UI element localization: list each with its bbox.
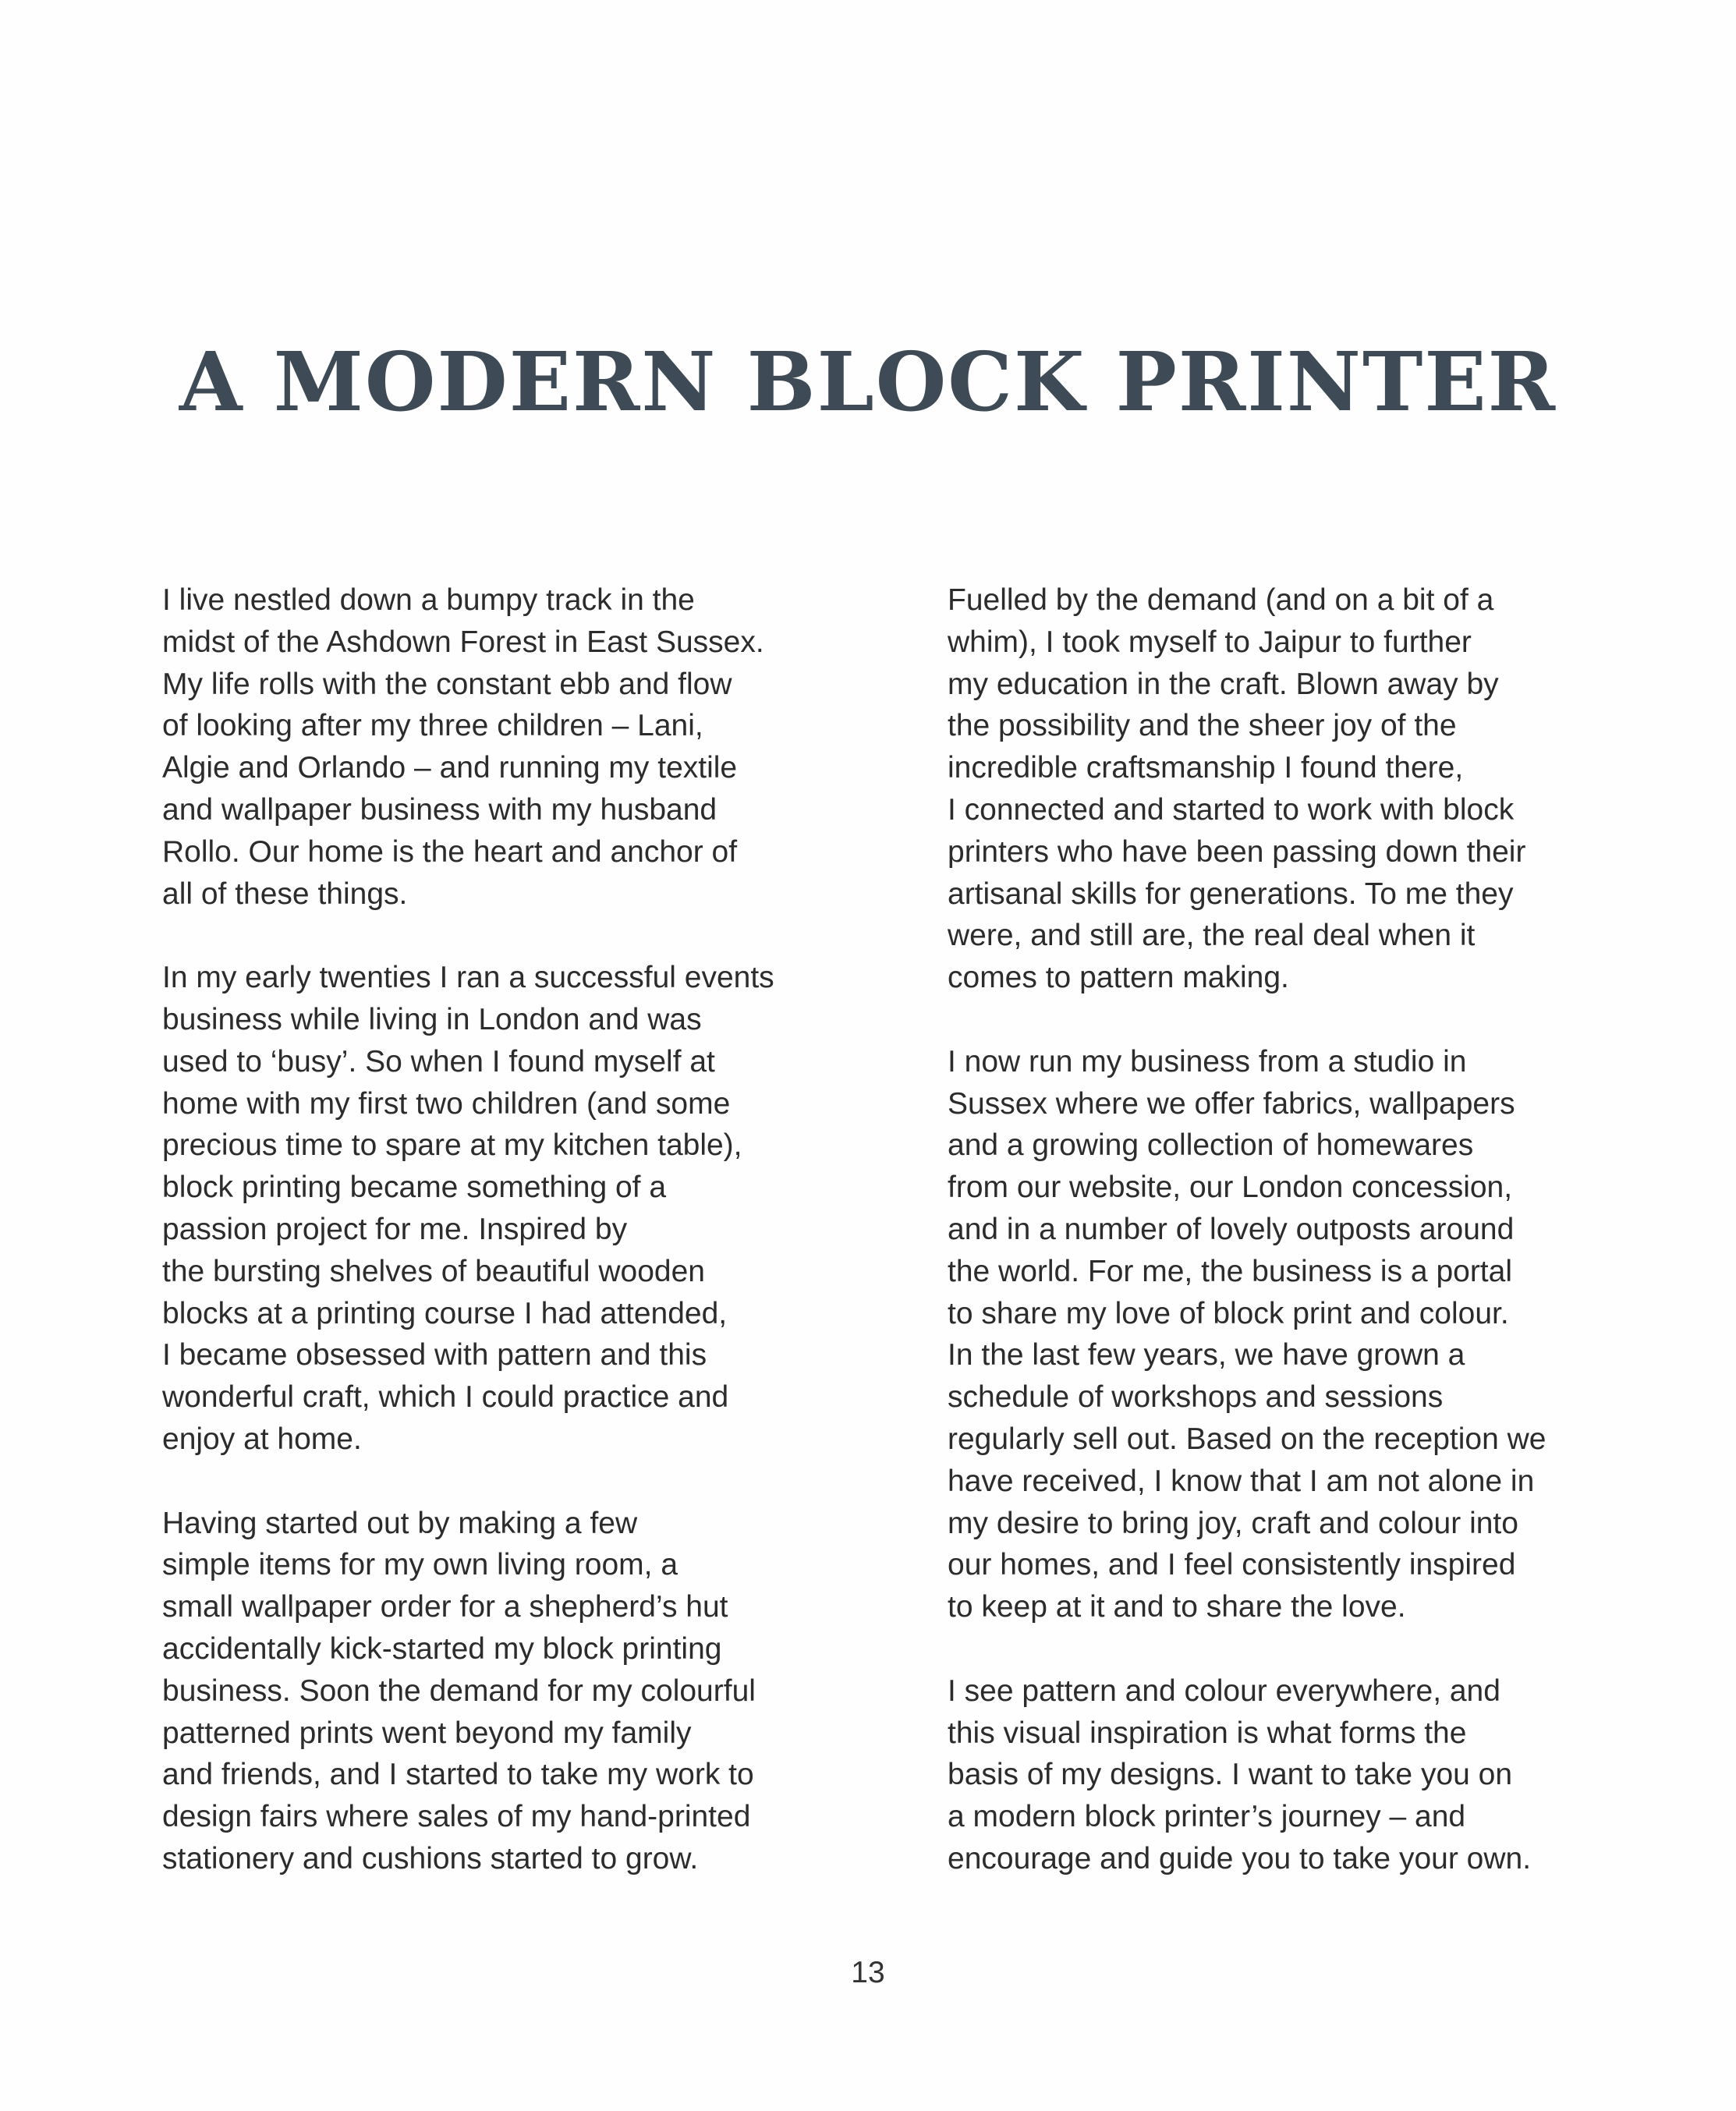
left-column [162, 579, 887, 1922]
text-line: I became obsessed with pattern and this [162, 1338, 707, 1373]
text-line: comes to pattern making. [948, 961, 1289, 995]
text-line: encourage and guide you to take your own. [948, 1841, 1532, 1875]
text-line: and friends, and I started to take my work to [162, 1758, 754, 1792]
text-line: and wallpaper business with my husband [162, 792, 717, 827]
text-line: Fuelled by the demand (and on a bit of a [948, 583, 1494, 617]
text-line: In my early twenties I ran a successful events [162, 961, 774, 995]
text-line: Algie and Orlando – and running my textile [162, 751, 738, 785]
text-line: design fairs where sales of my hand-printed [162, 1800, 751, 1834]
paragraph [162, 579, 887, 915]
page-title: A MODERN BLOCK PRINTER [179, 333, 1557, 430]
page-number: 13 [851, 1956, 885, 1989]
text-line: midst of the Ashdown Forest in East Sussex. [162, 625, 764, 659]
text-line: I connected and started to work with block [948, 792, 1515, 827]
text-line: precious time to spare at my kitchen table), [162, 1128, 742, 1163]
text-line: to keep at it and to share the love. [948, 1590, 1406, 1624]
paragraph [948, 579, 1673, 999]
text-line: printers who have been passing down their [948, 834, 1526, 869]
text-line: our homes, and I feel consistently inspired [948, 1548, 1516, 1582]
text-line: and in a number of lovely outposts around [948, 1212, 1515, 1246]
text-line: business while living in London and was [162, 1002, 702, 1036]
text-line: I see pattern and colour everywhere, and [948, 1674, 1500, 1708]
text-line: accidentally kick-started my block printing [162, 1631, 722, 1666]
text-line: enjoy at home. [162, 1422, 362, 1456]
text-line: all of these things. [162, 877, 408, 911]
text-line: the possibility and the sheer joy of the [948, 709, 1457, 743]
text-line: business. Soon the demand for my colourful [162, 1674, 756, 1708]
text-line: In the last few years, we have grown a [948, 1338, 1465, 1373]
text-line: used to ‘busy’. So when I found myself at [162, 1044, 715, 1079]
right-column [948, 579, 1673, 1922]
text-line: patterned prints went beyond my family [162, 1716, 692, 1750]
text-line: stationery and cushions started to grow. [162, 1841, 699, 1875]
text-line: my education in the craft. Blown away by [948, 667, 1499, 701]
paragraph [948, 1670, 1673, 1880]
text-line: block printing became something of a [162, 1171, 667, 1205]
text-line: have received, I know that I am not alone in [948, 1464, 1535, 1498]
text-line: passion project for me. Inspired by [162, 1212, 628, 1246]
text-line: home with my first two children (and some [162, 1086, 731, 1121]
text-line: from our website, our London concession, [948, 1171, 1513, 1205]
text-line: were, and still are, the real deal when it [948, 919, 1476, 953]
text-line: blocks at a printing course I had attended, [162, 1296, 728, 1330]
text-line: simple items for my own living room, a [162, 1548, 678, 1582]
paragraph [162, 957, 887, 1461]
text-line: to share my love of block print and colour. [948, 1296, 1509, 1330]
text-line: Sussex where we offer fabrics, wallpapers [948, 1086, 1515, 1121]
paragraph [948, 1041, 1673, 1628]
text-line: this visual inspiration is what forms the [948, 1716, 1467, 1750]
paragraph [162, 1503, 887, 1880]
text-line: schedule of workshops and sessions [948, 1380, 1444, 1415]
text-line: Having started out by making a few [162, 1506, 638, 1540]
text-line: basis of my designs. I want to take you on [948, 1758, 1513, 1792]
text-line: and a growing collection of homewares [948, 1128, 1474, 1163]
text-line: My life rolls with the constant ebb and flow [162, 667, 732, 701]
text-line: of looking after my three children – Lani, [162, 709, 703, 743]
text-line: wonderful craft, which I could practice and [162, 1380, 729, 1415]
text-line: my desire to bring joy, craft and colour into [948, 1506, 1518, 1540]
text-line: a modern block printer’s journey – and [948, 1800, 1466, 1834]
text-line: whim), I took myself to Jaipur to further [948, 625, 1472, 659]
text-line: small wallpaper order for a shepherd’s hut [162, 1590, 728, 1624]
text-line: regularly sell out. Based on the reception we [948, 1422, 1546, 1456]
text-line: Rollo. Our home is the heart and anchor of [162, 834, 738, 869]
text-line: the bursting shelves of beautiful wooden [162, 1254, 705, 1288]
text-line: the world. For me, the business is a portal [948, 1254, 1512, 1288]
text-line: incredible craftsmanship I found there, [948, 751, 1464, 785]
text-line: I live nestled down a bumpy track in the [162, 583, 695, 617]
text-line: artisanal skills for generations. To me they [948, 877, 1514, 911]
text-line: I now run my business from a studio in [948, 1044, 1467, 1079]
